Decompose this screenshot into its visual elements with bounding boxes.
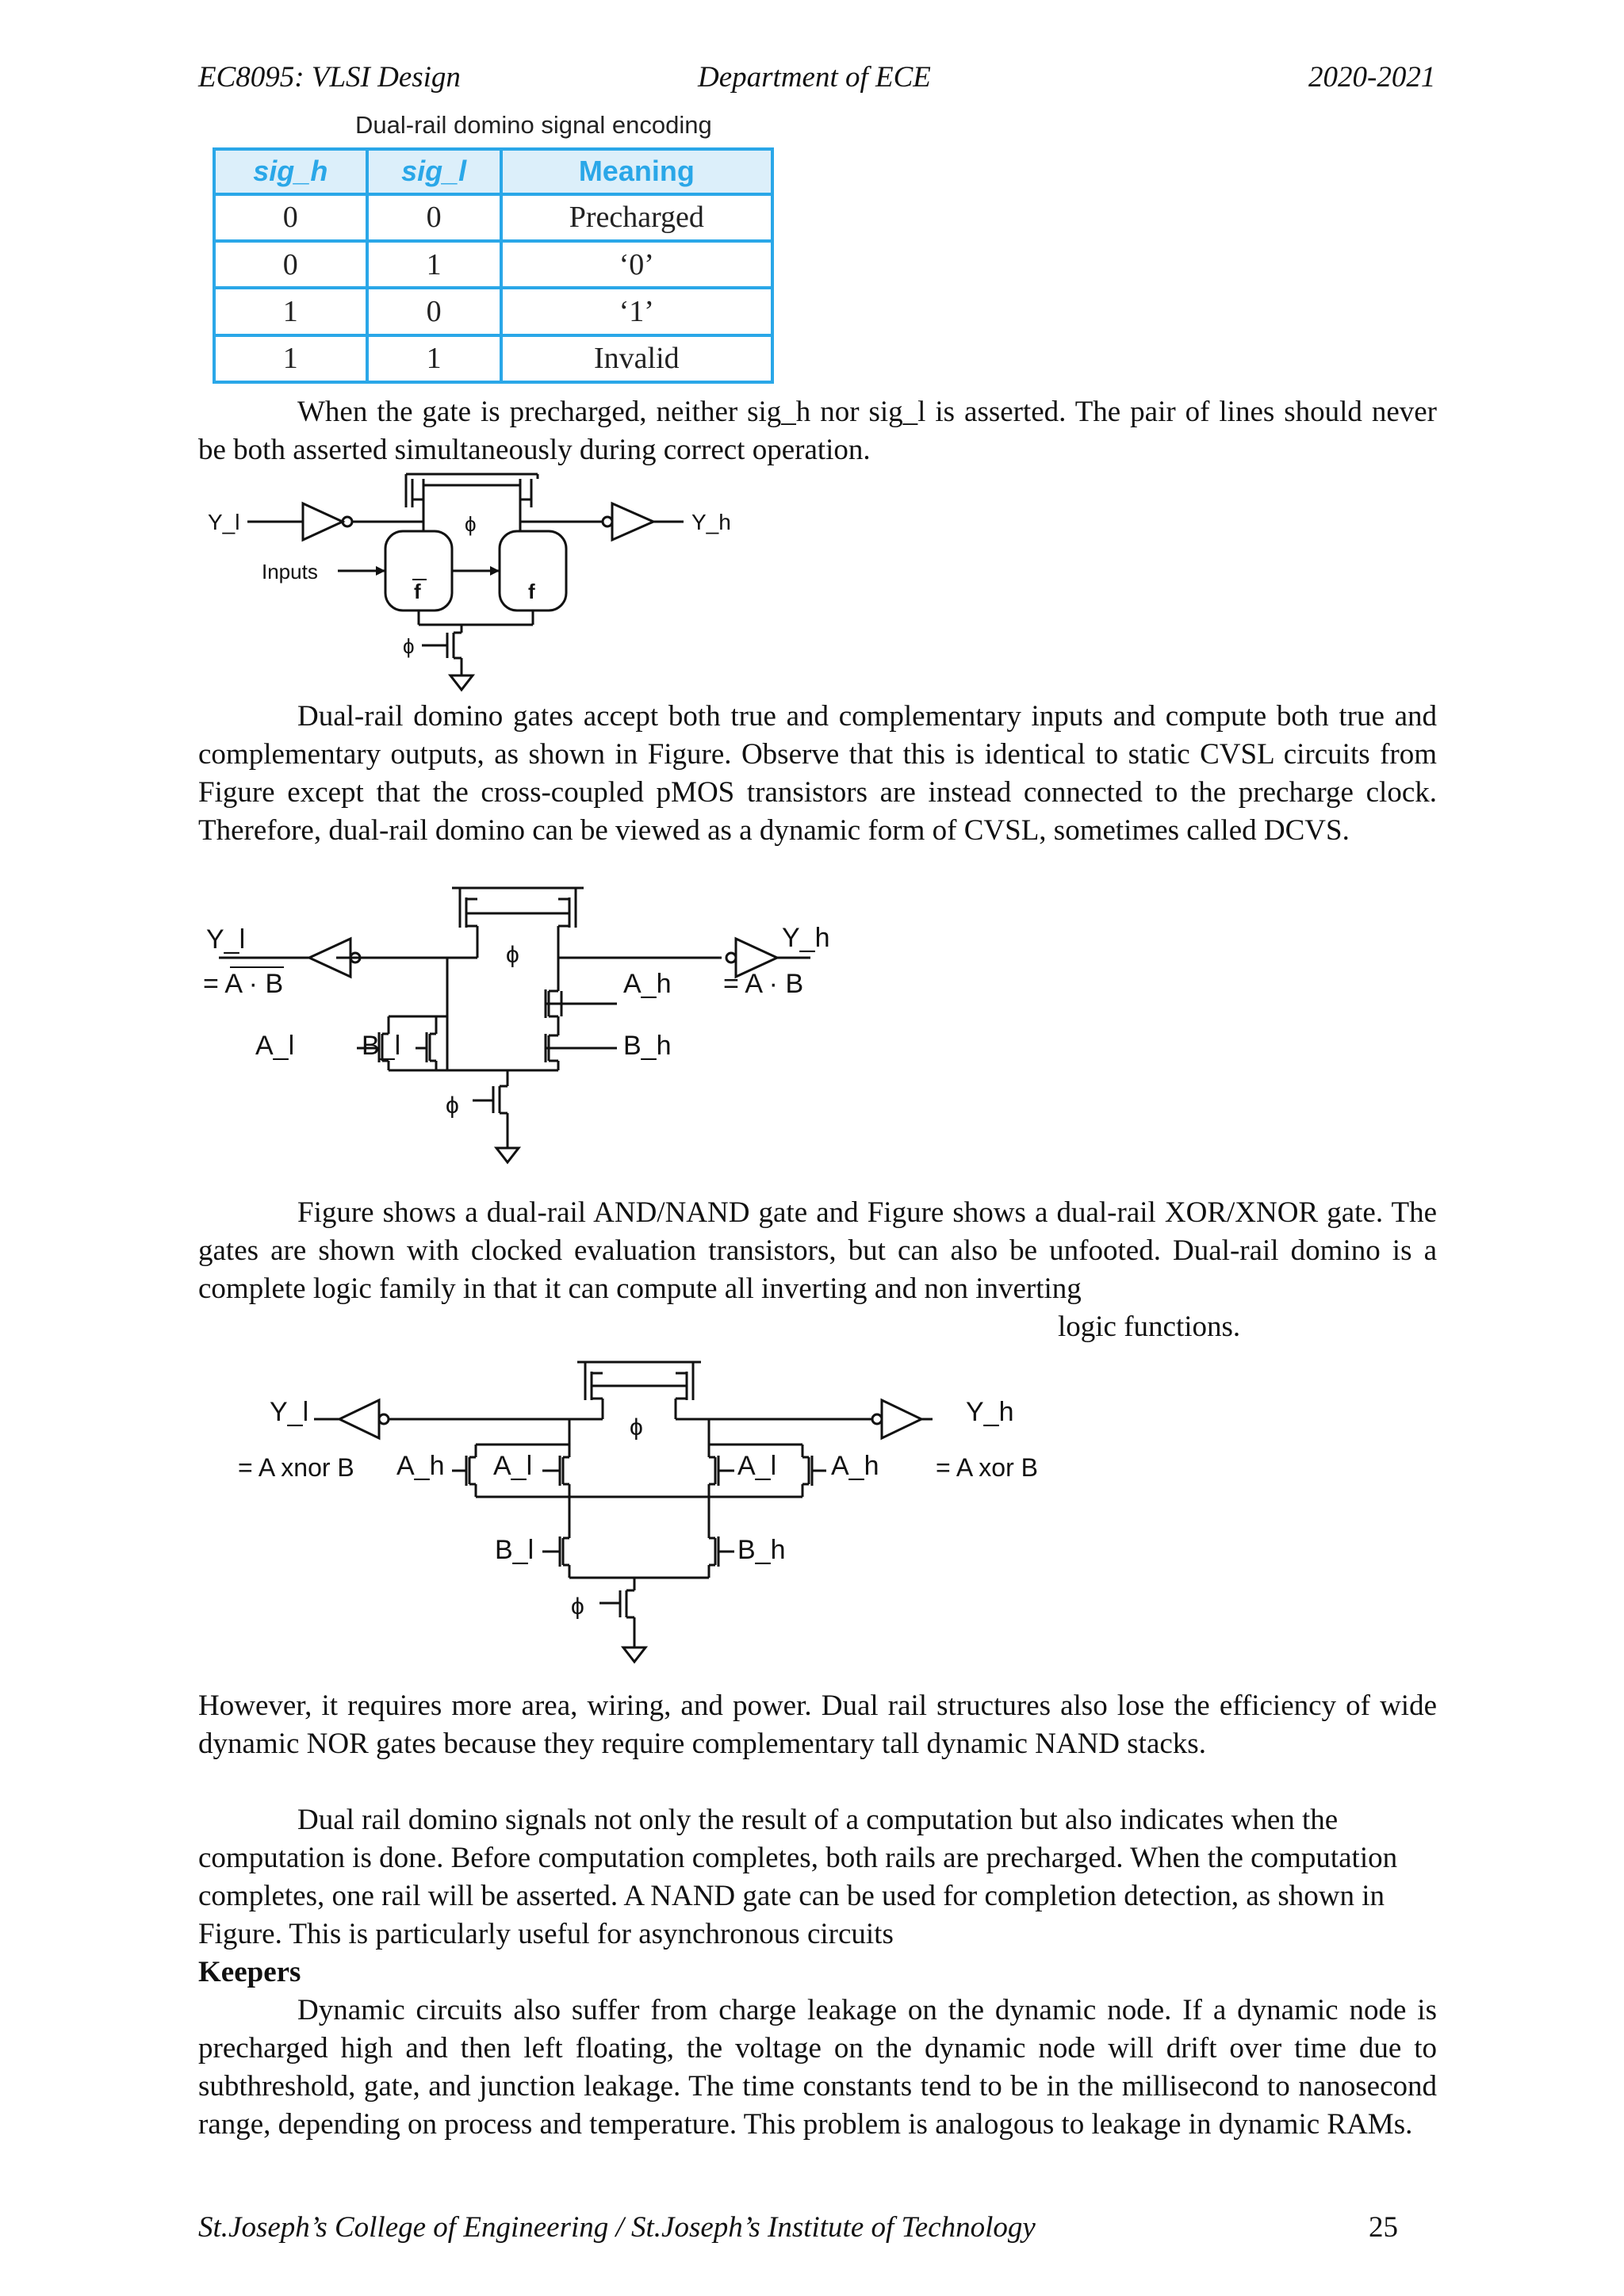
encoding-table [213,147,774,384]
table-header-row [214,149,772,194]
table-header-sig-l: sig_l [367,149,501,194]
paragraph-and-xor-tail: logic functions. [1058,1311,1241,1343]
fig1-phi-label: ϕ [465,512,477,536]
paragraph-precharge: When the gate is precharged, neither sig_h nor sig_l is asserted. The pair of lines should never be both asserted simultaneously during correct operation. [198,396,1437,466]
table-caption: Dual-rail domino signal encoding [355,111,712,139]
table-cell: 0 [367,194,501,241]
fig1-f-bar-label: f [414,580,421,603]
header-year: 2020-2021 [1308,61,1436,94]
fig2-y-l-equation: = A · B [203,969,284,999]
fig2-b-h-label: B_h [623,1031,672,1061]
fig2-b-l-label: B_l [362,1031,401,1061]
figure-and-nand-gate [198,882,848,1191]
fig2-a-h-label: A_h [623,969,672,999]
fig3-y-h-equation: = A xor B [936,1453,1038,1482]
fig3-y-l-label: Y_l [270,1397,309,1427]
paragraph-and-xor-figures: Figure shows a dual-rail AND/NAND gate and Figure shows a dual-rail XOR/XNOR gate. The gates are shown with clocked evaluation transistors, but can also be unfooted. Dual-rail domino is a complete logic family in that it can compute all inverting and non inverting [198,1196,1437,1305]
fig1-inputs-label: Inputs [262,560,318,584]
fig2-phi-footer-label: ϕ [446,1093,459,1119]
figure-dual-rail-domino [198,468,769,698]
paragraph-dual-rail-intro: Dual-rail domino gates accept both true and complementary inputs and compute both true and complementary outputs, as shown in Figure. Observe that this is identical to static CVSL circuits from Figure except that the cross-coupled pMOS transistors are instead connected to the precharge clock. Therefore, dual-rail domino can be viewed as a dynamic form of CVSL, sometimes called DCVS. [198,700,1437,847]
fig3-y-h-label: Y_h [966,1397,1014,1427]
table-row [214,288,772,335]
table-cell: 1 [367,335,501,382]
fig1-y-h-label: Y_h [691,510,731,534]
table-cell: 1 [367,241,501,288]
table-cell: Invalid [501,335,772,382]
fig2-y-h-label: Y_h [782,923,830,953]
fig1-f-label: f [528,580,535,603]
table-row [214,241,772,288]
table-cell: 0 [214,194,367,241]
paragraph-keepers: Dynamic circuits also suffer from charge leakage on the dynamic node. If a dynamic node is precharged high and then left floating, the voltage on the dynamic node will drift over time due to subthreshold, gate, and junction leakage. The time constants tend to be in the millisecond to nanosecond range, depending on process and temperature. This problem is analogous to leakage in dynamic RAMs. [198,1994,1437,2141]
fig2-phi-label: ϕ [506,942,519,968]
footer-institution: St.Joseph’s College of Engineering / St.Joseph’s Institute of Technology [198,2211,1036,2244]
table-cell: 1 [214,335,367,382]
paragraph-completion-detection: Dual rail domino signals not only the result of a computation but also indicates when the computation is done. Before computation completes, both rails are precharged. When the computation completes, one rail will be asserted. A NAND gate can be used for completion detection, as shown in Figure. This is particularly useful for asynchronous circuits [198,1804,1398,1950]
table-cell: ‘0’ [501,241,772,288]
figure-xor-xnor-gate [238,1356,1047,1673]
footer-page-number: 25 [1369,2211,1398,2244]
table-cell: ‘1’ [501,288,772,335]
fig1-phi-footer-label: ϕ [403,634,415,658]
section-heading-keepers: Keepers [198,1956,301,1988]
fig1-y-l-label: Y_l [208,510,240,534]
fig2-y-l-label: Y_l [206,924,246,955]
paragraph-area-cost: However, it requires more area, wiring, and power. Dual rail structures also lose the efficiency of wide dynamic NOR gates because they require complementary tall dynamic NAND stacks. [198,1689,1437,1760]
table-cell: 0 [367,288,501,335]
fig3-b-l-label: B_l [495,1535,534,1565]
fig3-y-l-equation: = A xnor B [238,1453,354,1482]
table-header-sig-h: sig_h [214,149,367,194]
table-cell: 0 [214,241,367,288]
fig3-phi-footer-label: ϕ [571,1594,584,1620]
fig3-b-h-label: B_h [737,1535,786,1565]
fig3-a-l-right-label: A_l [737,1451,777,1481]
fig3-phi-label: ϕ [630,1414,643,1441]
fig2-a-l-label: A_l [255,1031,295,1061]
fig3-a-l-left-label: A_l [493,1451,533,1481]
fig3-a-h-right-label: A_h [831,1451,879,1481]
header-course: EC8095: VLSI Design [198,61,461,94]
table-cell: 1 [214,288,367,335]
fig2-y-h-equation: = A · B [723,969,804,999]
table-row [214,194,772,241]
fig3-a-h-left-label: A_h [396,1451,445,1481]
table-cell: Precharged [501,194,772,241]
table-header-meaning: Meaning [501,149,772,194]
header-department: Department of ECE [698,61,931,94]
table-row [214,335,772,382]
